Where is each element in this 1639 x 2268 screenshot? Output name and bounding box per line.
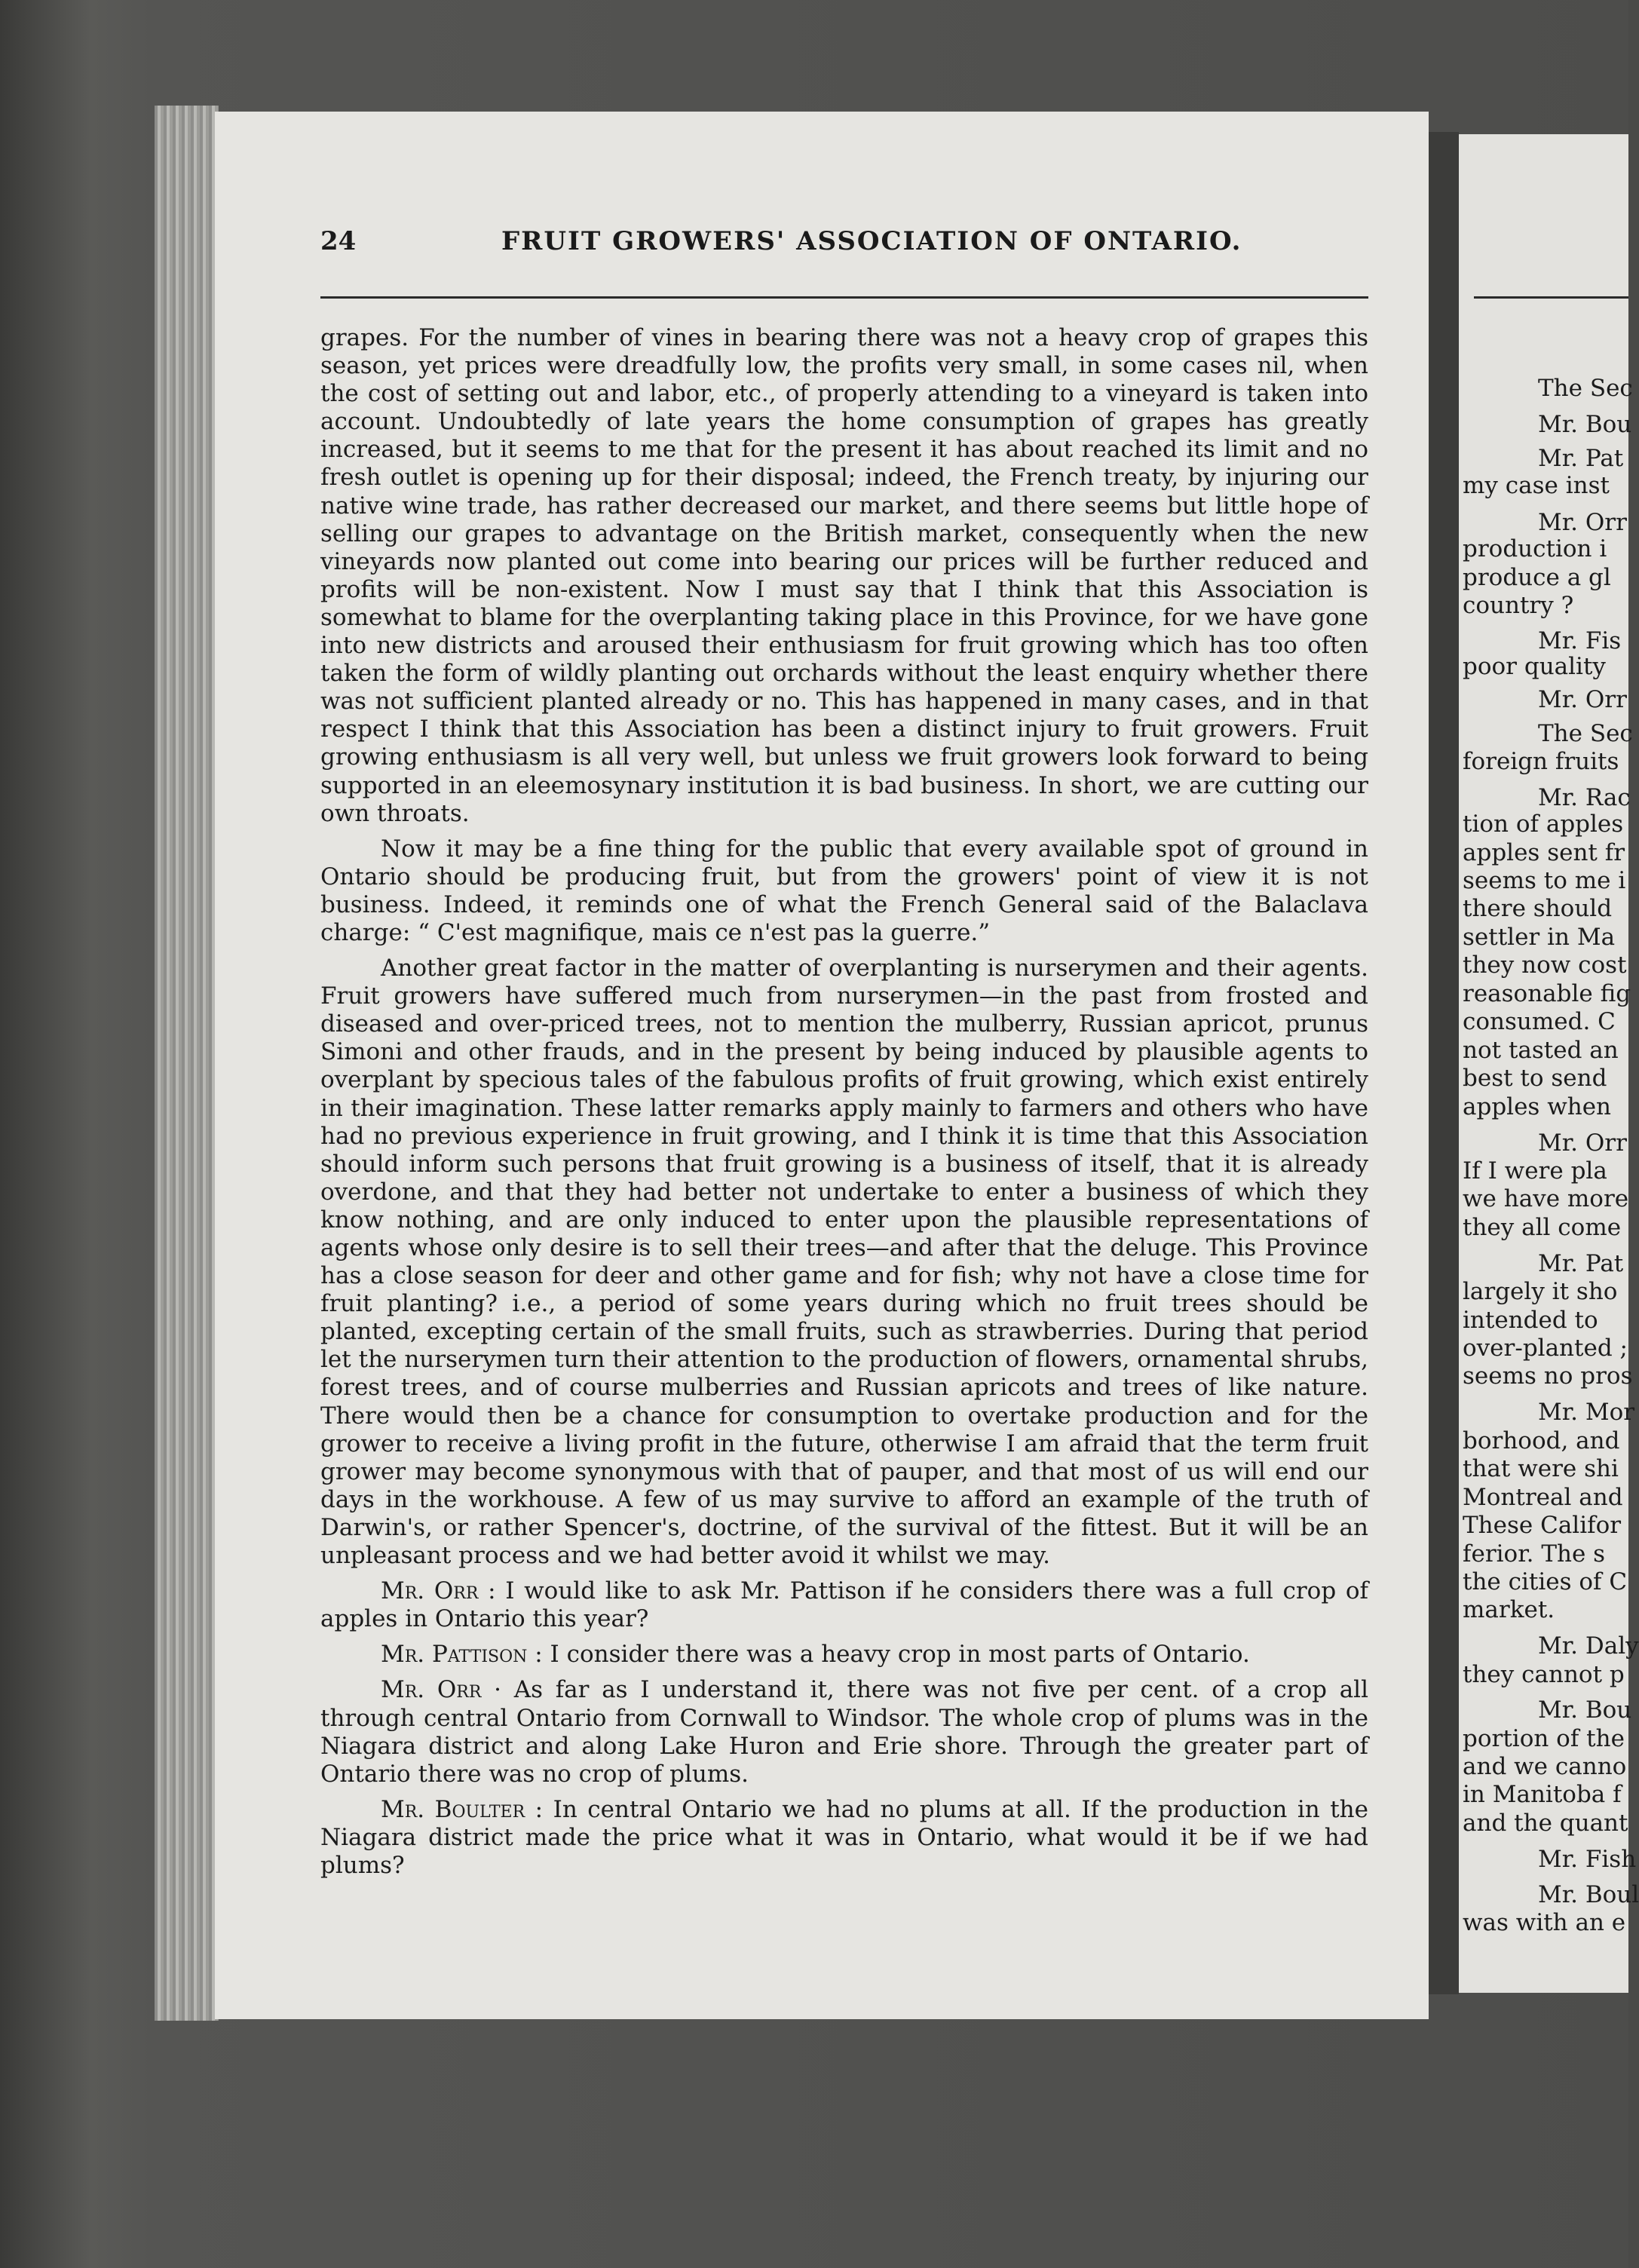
right-page-line: seems no pros [1463, 1362, 1633, 1390]
speech-text: In central Ontario we had no plums at all. If the production in the Niagara district made the price what it was in Ontario, what would it be if we had plums? [320, 1795, 1368, 1879]
running-title: FRUIT GROWERS' ASSOCIATION OF ONTARIO. [501, 226, 1242, 256]
main-text-column [320, 324, 1368, 1887]
right-page-line: they cannot p [1463, 1661, 1625, 1688]
dialogue-entry [320, 1676, 1368, 1788]
right-page-line: poor quality [1463, 653, 1606, 680]
right-page-line: there should [1463, 895, 1613, 922]
dialogue-entry [320, 1577, 1368, 1633]
book-gutter [155, 106, 219, 2021]
speech-text: As far as I understand it, there was not five per cent. of a crop all through central Ontario from Cornwall to Windsor. The whole crop of plums was in the Niagara district and along Lake Huron and Erie shore. Through the greater part of Ontario there was no crop of plums. [320, 1676, 1368, 1788]
right-page-line: production i [1463, 535, 1607, 562]
right-page-line: best to send [1463, 1065, 1607, 1092]
right-page-line: Mr. Orr [1538, 686, 1627, 713]
speaker-name: Mr. Pattison [381, 1641, 528, 1669]
right-page-line: apples sent fr [1463, 839, 1625, 866]
right-page-line: not tasted an [1463, 1037, 1619, 1064]
right-page-line: The Sec [1538, 720, 1633, 747]
right-page-line: they all come [1463, 1214, 1622, 1241]
right-page-line: These Califor [1463, 1512, 1622, 1539]
right-page-line: Mr. Boul [1538, 1881, 1639, 1908]
right-page-line: market. [1463, 1596, 1555, 1623]
page-edge-shadow [1429, 132, 1459, 1994]
right-page-line: Montreal and [1463, 1484, 1623, 1511]
right-page-line: reasonable fig [1463, 980, 1631, 1007]
right-page-line: If I were pla [1463, 1157, 1607, 1185]
right-page-line: country ? [1463, 592, 1574, 619]
right-page-line: and we canno [1463, 1753, 1627, 1780]
right-page-line: was with an e [1463, 1909, 1626, 1936]
paragraph: grapes. For the number of vines in bearing there was not a heavy crop of grapes this season, yet prices were dreadfully low, the profits very small, in some cases nil, when the cost of setting out and labor, etc., of properly attending to a vineyard is taken into account. Undoubtedly of late years the home consumption of grapes has greatly increased, but it seems to me that for the present it has about reached its limit and no fresh outlet is opening up for their disposal; indeed, the French treaty, by injuring our native wine trade, has rather decreased our market, and there seems but little hope of selling our grapes to advantage on the British market, consequently when the new vineyards now planted out come into bearing our prices will be further reduced and profits will be non-existent. Now I must say that I think that this Association is somewhat to blame for the overplanting taking place in this Province, for we have gone into new districts and aroused their enthusiasm for fruit growing which has too often taken the form of wildly planting out orchards without the least enquiry whether there was not sufficient planted already or no. This has happened in many cases, and in that respect I think that this Association has been a distinct injury to fruit growers. Fruit growing enthusiasm is all very well, but unless we fruit growers look forward to being supported in an eleemosynary institution it is bad business. In short, we are cutting our own throats. [320, 324, 1368, 827]
right-page-line: we have more [1463, 1185, 1629, 1212]
right-page-line: foreign fruits [1463, 748, 1619, 775]
right-page-line: in Manitoba f [1463, 1781, 1622, 1808]
right-page-line: Mr. Mor [1538, 1399, 1635, 1426]
speech-text: I consider there was a heavy crop in most parts of Ontario. [550, 1641, 1250, 1669]
speaker-name: Mr. Orr [381, 1577, 479, 1605]
right-page-line: they now cost [1463, 952, 1627, 979]
speaker-name: Mr. Boulter [381, 1795, 525, 1823]
right-page-line: seems to me i [1463, 867, 1626, 894]
right-page-line: Mr. Daly [1538, 1632, 1639, 1660]
right-page-line: The Sec [1538, 375, 1633, 402]
speaker-separator: · [481, 1676, 514, 1704]
right-page-line: Mr. Fish [1538, 1846, 1637, 1873]
right-page-line: Mr. Orr [1538, 509, 1627, 536]
dialogue-entry [320, 1641, 1368, 1669]
paragraph: Another great factor in the matter of overplanting is nurserymen and their agents. Fruit growers have suffered much from nurserymen—in the past from frosted and diseased and over-priced trees, not to mention the mulberry, Russian apricot, prunus Simoni and other frauds, and in the present by being induced by plausible agents to overplant by specious tales of the fabulous profits of fruit growing, which exist entirely in their imagination. These latter remarks apply mainly to farmers and others who have had no previous experience in fruit growing, and I think it is time that this Association should inform such persons that fruit growing is a business of itself, that it is already overdone, and that they had better not undertake to enter a business of which they know nothing, and are only induced to enter upon the plausible representations of agents whose only desire is to sell their trees—and after that the deluge. This Province has a close season for deer and other game and for fish; why not have a close time for fruit planting? i.e., a period of some years during which no fruit trees should be planted, excepting certain of the small fruits, such as strawberries. During that period let the nurserymen turn their attention to the production of flowers, ornamental shrubs, forest trees, and of course mulberries and Russian apricots and trees of like nature. There would then be a chance for consumption to overtake production and for the grower to receive a living profit in the future, otherwise I am afraid that the term fruit grower may become synonymous with that of pauper, and that most of us will end our days in the workhouse. A few of us may survive to afford an example of the truth of Darwin's, or rather Spencer's, doctrine, of the survival of the fittest. But it will be an unpleasant process and we had better avoid it whilst we may. [320, 955, 1368, 1570]
right-page-line: Mr. Pat [1538, 1250, 1624, 1277]
right-page-line: settler in Ma [1463, 924, 1616, 951]
speech-text: I would like to ask Mr. Pattison if he considers there was a full crop of apples in Ontario this year? [320, 1577, 1368, 1633]
page-number: 24 [320, 226, 357, 256]
right-page-line: tion of apples [1463, 811, 1624, 838]
right-page-line: largely it sho [1463, 1278, 1618, 1305]
speaker-name: Mr. Orr [381, 1676, 482, 1704]
header-rule [320, 296, 1368, 299]
right-page-line: Mr. Bou [1538, 1696, 1632, 1724]
right-page-line: that were shi [1463, 1455, 1619, 1482]
speaker-separator: : [478, 1577, 506, 1605]
right-page-line: over-planted ; [1463, 1335, 1628, 1362]
right-page-line: Mr. Bou [1538, 411, 1632, 438]
right-page-header-rule [1474, 296, 1628, 299]
right-page-line: Mr. Orr [1538, 1129, 1627, 1157]
right-page-line: ferior. The s [1463, 1540, 1606, 1568]
right-page-line: the cities of C [1463, 1568, 1628, 1595]
right-page-line: apples when [1463, 1093, 1612, 1120]
right-page-line: Mr. Pat [1538, 445, 1624, 472]
right-page-line: intended to [1463, 1307, 1598, 1334]
right-page-line: Mr. Fis [1538, 627, 1622, 654]
right-page-line: Mr. Rac [1538, 784, 1631, 811]
paragraph: Now it may be a fine thing for the public that every available spot of ground in Ontario should be producing fruit, but from the growers' point of view it is not business. Indeed, it reminds one of what the French General said of the Balaclava charge: “ C'est magnifique, mais ce n'est pas la guerre.” [320, 835, 1368, 946]
right-page-line: produce a gl [1463, 564, 1611, 591]
right-page-line: and the quant [1463, 1810, 1628, 1837]
right-page-line: consumed. C [1463, 1008, 1616, 1035]
speaker-separator: : [527, 1641, 550, 1669]
page-header [320, 226, 1368, 264]
dialogue-entry [320, 1796, 1368, 1880]
right-page-line: my case inst [1463, 472, 1610, 499]
speaker-separator: : [525, 1795, 553, 1823]
right-page-line: portion of the [1463, 1725, 1625, 1752]
right-page-line: borhood, and [1463, 1427, 1620, 1454]
